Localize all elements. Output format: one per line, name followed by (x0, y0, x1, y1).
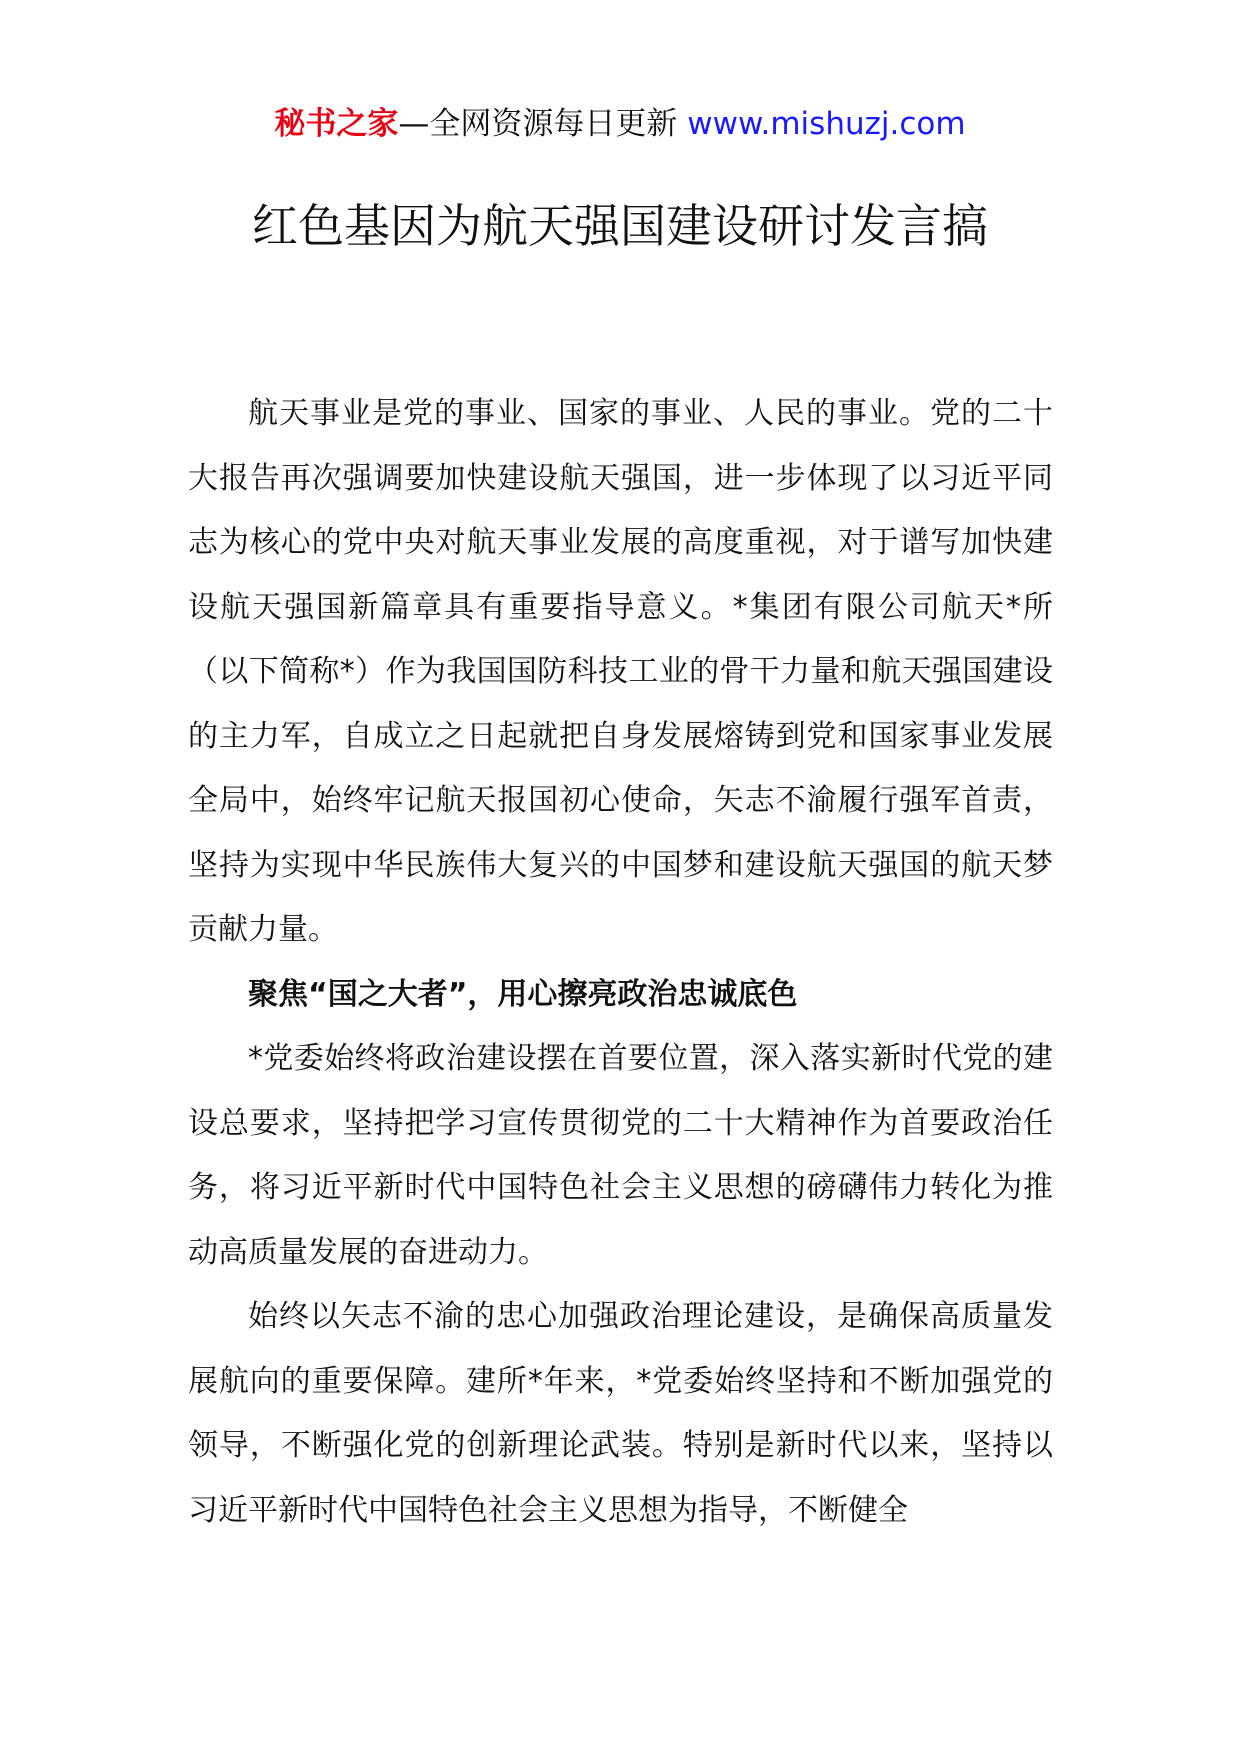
site-url-link[interactable]: www.mishuzj.com (687, 106, 966, 142)
site-header (0, 102, 1240, 146)
document-body (188, 382, 1053, 1543)
paragraph-political-building: *党委始终将政治建设摆在首要位置，深入落实新时代党的建设总要求，坚持把学习宣传贯彻党的二十大精神作为首要政治任务，将习近平新时代中国特色社会主义思想的磅礴伟力转化为推动高质量发展的奋进动力。 (188, 1041, 1053, 1270)
section-heading: 聚焦“国之大者”，用心擦亮政治忠诚底色 (248, 976, 798, 1012)
brand-name: 秘书之家 (274, 106, 399, 142)
header-tagline: —全网资源每日更新 (398, 106, 688, 142)
document-title: 红色基因为航天强国建设研讨发言搞 (252, 199, 988, 253)
paragraph-theory-building: 始终以矢志不渝的忠心加强政治理论建设，是确保高质量发展航向的重要保障。建所*年来，*党委始终坚持和不断加强党的领导，不断强化党的创新理论武装。特别是新时代以来，坚持以习近平新时代中国特色社会主义思想为指导，不断健全 (188, 1299, 1053, 1528)
paragraph-intro: 航天事业是党的事业、国家的事业、人民的事业。党的二十大报告再次强调要加快建设航天强国，进一步体现了以习近平同志为核心的党中央对航天事业发展的高度重视，对于谱写加快建设航天强国新篇章具有重要指导意义。*集团有限公司航天*所（以下简称*）作为我国国防科技工业的骨干力量和航天强国建设的主力军，自成立之日起就把自身发展熔铸到党和国家事业发展全局中，始终牢记航天报国初心使命，矢志不渝履行强军首责，坚持为实现中华民族伟大复兴的中国梦和建设航天强国的航天梦贡献力量。 (188, 396, 1053, 947)
